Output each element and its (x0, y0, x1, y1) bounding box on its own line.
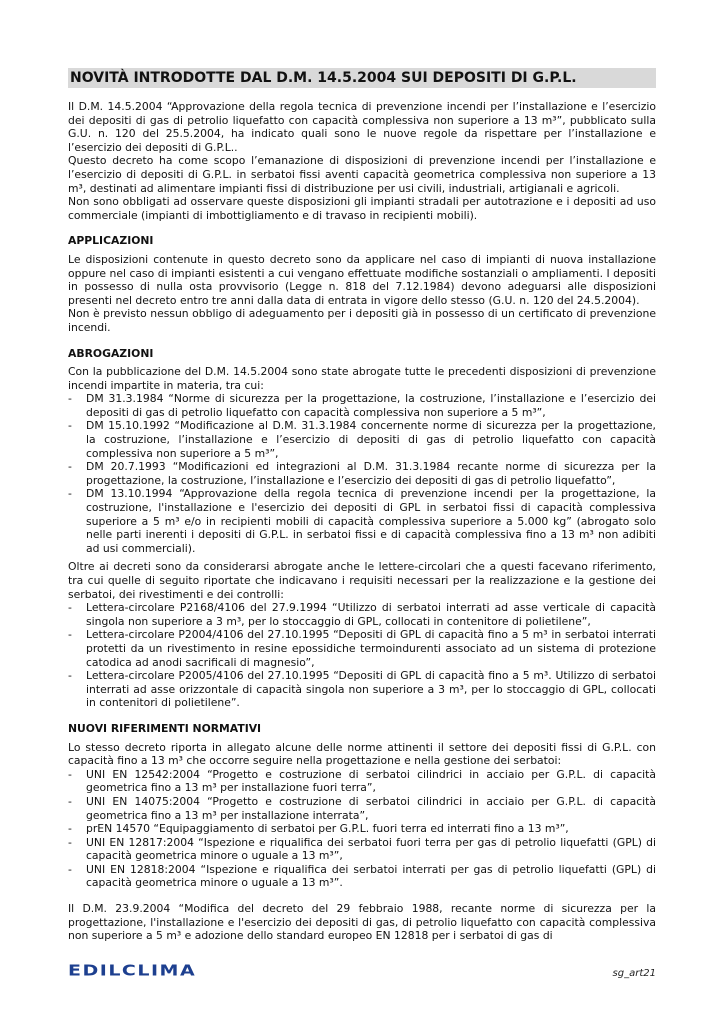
abrogated-decrees-list (68, 392, 656, 555)
list-item: - Lettera-circolare P2004/4106 del 27.10.1995 “Depositi di GPL di capacità fino a 5 m³ in serbatoi interrati protetti da un rivestimento in resine epossidiche termoindurenti associato ad un sistema di protezione catodica ad anodi sacrificali di magnesio”, (68, 628, 656, 669)
list-item: - UNI EN 12542:2004 “Progetto e costruzione di serbatoi cilindrici in acciaio per G.P.L. di capacità geometrica fino a 13 m³ per installazione fuori terra”, (68, 768, 656, 795)
edilclima-logo: EDILCLIMA (68, 962, 197, 980)
intro-paragraph: Il D.M. 14.5.2004 “Approvazione della regola tecnica di prevenzione incendi per l’installazione e l’esercizio dei depositi di gas di petrolio liquefatto con capacità complessiva non superiore a 13 m³”, pubblicato sulla G.U. n. 120 del 25.5.2004, ha indicato quali sono le nuove regole da rispettare per l’installazione e l’esercizio dei depositi di G.P.L.. (68, 100, 656, 154)
applicazioni-paragraph: Non è previsto nessun obbligo di adeguamento per i depositi già in possesso di un certificato di prevenzione incendi. (68, 307, 656, 334)
list-item: - DM 13.10.1994 “Approvazione della regola tecnica di prevenzione incendi per la progettazione, la costruzione, l'installazione e l'esercizio dei depositi di GPL in serbatoi fissi di capacità complessiva superiore a 5 m³ e/o in recipienti mobili di capacità complessiva superiore a 5.000 kg” (abrogato solo nelle parti inerenti i depositi di G.P.L. in serbatoi fissi e di capacità complessiva fino a 13 m³ non adibiti ad usi commerciali). (68, 487, 656, 555)
list-item: - UNI EN 14075:2004 “Progetto e costruzione di serbatoi cilindrici in acciaio per G.P.L. di capacità geometrica fino a 13 m³ per installazione interrata”, (68, 795, 656, 822)
document-page (68, 68, 656, 943)
list-item: - DM 20.7.1993 “Modificazioni ed integrazioni al D.M. 31.3.1984 recante norme di sicurezza per la progettazione, la costruzione, l’installazione e l’esercizio dei depositi di gas di petrolio liquefatto”, (68, 460, 656, 487)
list-item: - prEN 14570 “Equipaggiamento di serbatoi per G.P.L. fuori terra ed interrati fino a 13 m³”, (68, 822, 656, 836)
list-item: - DM 31.3.1984 “Norme di sicurezza per la progettazione, la costruzione, l’installazione e l’esercizio dei depositi di gas di petrolio liquefatto con capacità complessiva non superiore a 5 m³”, (68, 392, 656, 419)
section-heading-abrogazioni: ABROGAZIONI (68, 346, 154, 360)
abrogated-circulars-list (68, 601, 656, 710)
section-heading-riferimenti: NUOVI RIFERIMENTI NORMATIVI (68, 721, 262, 735)
applicazioni-paragraph: Le disposizioni contenute in questo decreto sono da applicare nel caso di impianti di nuova installazione oppure nel caso di impianti esistenti a cui vengano effettuate modifiche sostanziali o ampliamenti. I depositi in possesso di nulla osta provvisorio (Legge n. 818 del 7.12.1984) devono adeguarsi alle disposizioni presenti nel decreto entro tre anni dalla data di entrata in vigore dello stesso (G.U. n. 120 del 24.5.2004). (68, 252, 656, 307)
page-title: NOVITÀ INTRODOTTE DAL D.M. 14.5.2004 SUI DEPOSITI DI G.P.L. (68, 68, 656, 88)
list-item: - DM 15.10.1992 “Modificazione al D.M. 31.3.1984 concernente norme di sicurezza per la progettazione, la costruzione, l’installazione e l’esercizio di depositi di gas di petrolio liquefatto con capacità complessiva non superiore a 5 m³”, (68, 419, 656, 460)
standards-list (68, 768, 656, 890)
closing-paragraph: Il D.M. 23.9.2004 “Modifica del decreto del 29 febbraio 1988, recante norme di sicurezza per la progettazione, l'installazione e l'esercizio dei depositi di gas, di petrolio liquefatto con capacità complessiva non superiore a 5 m³ e adozione dello standard europeo EN 12818 per i serbatoi di gas di (68, 902, 656, 943)
list-item: - Lettera-circolare P2005/4106 del 27.10.1995 “Depositi di GPL di capacità fino a 5 m³. Utilizzo di serbatoi interrati ad asse orizzontale di capacità singola non superiore a 3 m³, per lo stoccaggio di GPL, collocati in contenitori di polietilene”. (68, 669, 656, 710)
intro-paragraph: Non sono obbligati ad osservare queste disposizioni gli impianti stradali per autotrazione e i depositi ad uso commerciale (impianti di imbottigliamento e di travaso in recipienti mobili). (68, 195, 656, 222)
section-heading-applicazioni: APPLICAZIONI (68, 234, 154, 248)
list-item: - Lettera-circolare P2168/4106 del 27.9.1994 “Utilizzo di serbatoi interrati ad asse verticale di capacità singola non superiore a 3 m³, per lo stoccaggio di GPL, collocati in contenitore di polietilene”, (68, 601, 656, 628)
riferimenti-intro: Lo stesso decreto riporta in allegato alcune delle norme attinenti il settore dei depositi fissi di G.P.L. con capacità fino a 13 m³ che occorre seguire nella progettazione e nella gestione dei serbatoi: (68, 740, 656, 768)
list-item: - UNI EN 12817:2004 “Ispezione e riqualifica dei serbatoi fuori terra per gas di petrolio liquefatti (GPL) di capacità geometrica minore o uguale a 13 m³”, (68, 836, 656, 863)
document-code: sg_art21 (612, 968, 656, 979)
list-item: - UNI EN 12818:2004 “Ispezione e riqualifica dei serbatoi interrati per gas di petrolio liquefatti (GPL) di capacità geometrica minore o uguale a 13 m³”. (68, 863, 656, 890)
abrogazioni-intro: Con la pubblicazione del D.M. 14.5.2004 sono state abrogate tutte le precedenti disposizioni di prevenzione incendi impartite in materia, tra cui: (68, 365, 656, 392)
intro-paragraph: Questo decreto ha come scopo l’emanazione di disposizioni di prevenzione incendi per l’installazione e l’esercizio di depositi di G.P.L. in serbatoi fissi aventi capacità geometrica complessiva non superiore a 13 m³, destinati ad alimentare impianti fissi di distribuzione per usi civili, industriali, artigianali e agricoli. (68, 154, 656, 195)
abrogazioni-intro-2: Oltre ai decreti sono da considerarsi abrogate anche le lettere-circolari che a questi facevano riferimento, tra cui quelle di seguito riportate che indicavano i requisiti necessari per la realizzazione e la gestione dei serbatoi, dei rivestimenti e dei controlli: (68, 560, 656, 601)
